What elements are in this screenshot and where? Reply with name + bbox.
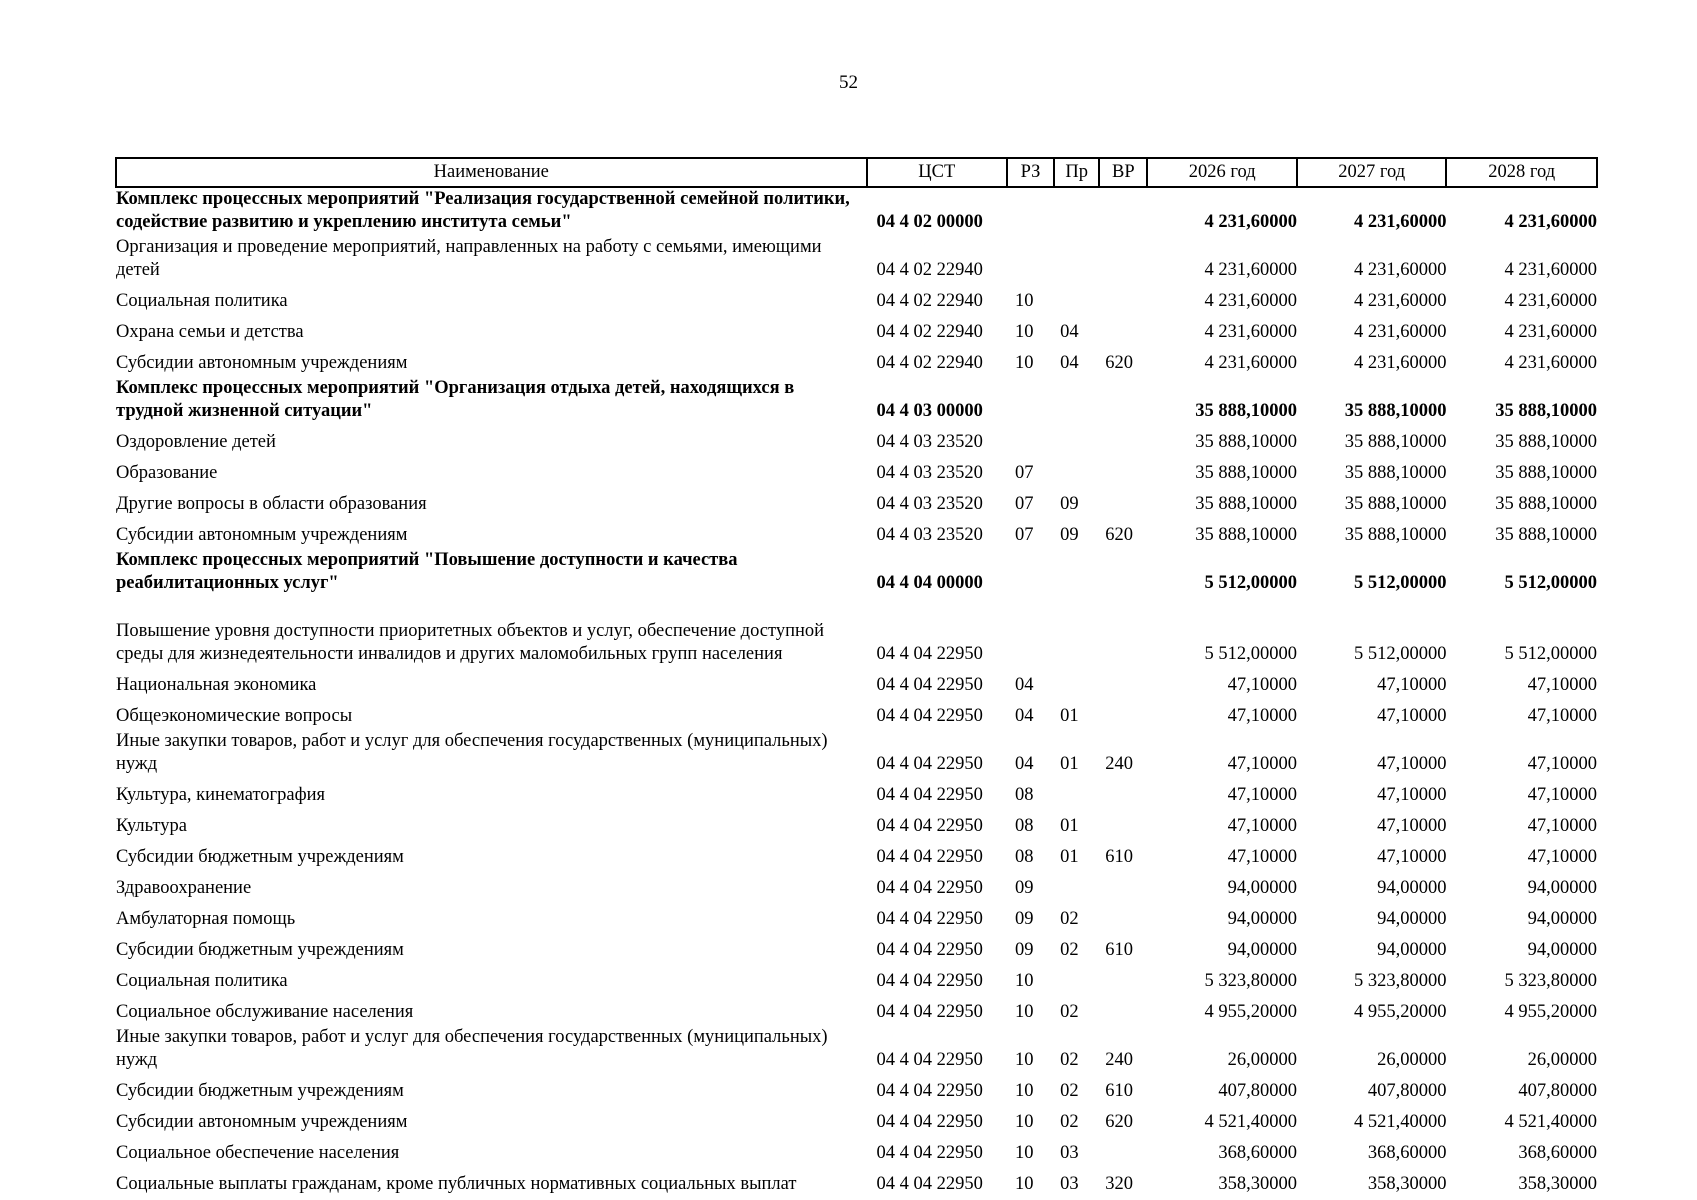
cell-2028: 47,10000 bbox=[1527, 754, 1597, 774]
cell-rz bbox=[1007, 377, 1054, 425]
cell-2028: 47,10000 bbox=[1527, 675, 1597, 695]
cell-2026: 5 512,00000 bbox=[1204, 644, 1297, 664]
cell-2028: 35 888,10000 bbox=[1495, 432, 1597, 452]
cell-cst: 04 4 04 22950 bbox=[876, 1143, 983, 1163]
cell-rz: 04 bbox=[1015, 754, 1034, 774]
cell-2027: 358,30000 bbox=[1367, 1174, 1447, 1194]
cell-2027: 26,00000 bbox=[1377, 1050, 1447, 1070]
cell-vr bbox=[1099, 425, 1147, 456]
cell-cst: 04 4 04 22950 bbox=[876, 706, 983, 726]
cell-name: Оздоровление детей bbox=[116, 432, 276, 452]
cell-pr: 09 bbox=[1060, 525, 1079, 545]
header-pr: Пр bbox=[1054, 158, 1099, 187]
cell-2027: 47,10000 bbox=[1377, 675, 1447, 695]
cell-pr bbox=[1054, 871, 1099, 902]
cell-2027: 35 888,10000 bbox=[1344, 494, 1447, 514]
cell-2026: 4 231,60000 bbox=[1204, 212, 1297, 232]
cell-cst: 04 4 04 22950 bbox=[876, 878, 983, 898]
cell-cst: 04 4 04 22950 bbox=[876, 1112, 983, 1132]
cell-cst: 04 4 04 22950 bbox=[876, 1002, 983, 1022]
cell-vr: 610 bbox=[1105, 1081, 1134, 1101]
cell-2027: 47,10000 bbox=[1377, 706, 1447, 726]
cell-name: Социальная политика bbox=[116, 971, 288, 991]
cell-pr bbox=[1054, 377, 1099, 425]
cell-2026: 47,10000 bbox=[1227, 785, 1297, 805]
cell-rz: 10 bbox=[1015, 1143, 1034, 1163]
cell-2028: 35 888,10000 bbox=[1495, 525, 1597, 545]
cell-pr: 02 bbox=[1060, 1112, 1079, 1132]
cell-2027: 4 231,60000 bbox=[1353, 353, 1447, 373]
cell-vr bbox=[1099, 284, 1147, 315]
header-row bbox=[116, 158, 1597, 187]
table-row bbox=[116, 1074, 1597, 1105]
cell-rz bbox=[1007, 597, 1054, 668]
table-row bbox=[116, 871, 1597, 902]
cell-vr bbox=[1099, 236, 1147, 284]
cell-vr bbox=[1099, 668, 1147, 699]
cell-cst: 04 4 03 00000 bbox=[876, 401, 983, 421]
cell-2026: 368,60000 bbox=[1218, 1143, 1297, 1163]
cell-2026: 5 323,80000 bbox=[1204, 971, 1297, 991]
cell-cst: 04 4 02 22940 bbox=[876, 260, 983, 280]
cell-2026: 407,80000 bbox=[1218, 1081, 1297, 1101]
table-body bbox=[116, 187, 1597, 1198]
cell-name: Комплекс процессных мероприятий "Реализация государственной семейной политики, содействие развитию и укреплению института семьи" bbox=[116, 189, 850, 232]
cell-2028: 35 888,10000 bbox=[1495, 401, 1597, 421]
cell-2027: 4 231,60000 bbox=[1353, 260, 1447, 280]
cell-rz: 08 bbox=[1015, 785, 1034, 805]
cell-2027: 4 521,40000 bbox=[1353, 1112, 1447, 1132]
cell-vr bbox=[1099, 315, 1147, 346]
cell-2028: 4 521,40000 bbox=[1504, 1112, 1597, 1132]
cell-rz: 09 bbox=[1015, 940, 1034, 960]
cell-name: Культура, кинематография bbox=[116, 785, 326, 805]
cell-pr bbox=[1054, 549, 1099, 597]
cell-vr bbox=[1099, 549, 1147, 597]
cell-name: Иные закупки товаров, работ и услуг для обеспечения государственных (муниципальных) нужд bbox=[116, 1027, 828, 1070]
cell-2028: 94,00000 bbox=[1527, 940, 1597, 960]
cell-pr: 03 bbox=[1060, 1174, 1079, 1194]
cell-2026: 4 521,40000 bbox=[1204, 1112, 1297, 1132]
cell-rz: 10 bbox=[1015, 1112, 1034, 1132]
cell-rz: 10 bbox=[1015, 353, 1034, 373]
cell-cst: 04 4 04 22950 bbox=[876, 1050, 983, 1070]
cell-2026: 35 888,10000 bbox=[1195, 494, 1297, 514]
cell-rz bbox=[1007, 187, 1054, 236]
table-row bbox=[116, 1026, 1597, 1074]
cell-name: Субсидии автономным учреждениям bbox=[116, 525, 408, 545]
cell-2028: 5 323,80000 bbox=[1504, 971, 1597, 991]
page-number: 52 bbox=[839, 72, 858, 93]
cell-2028: 35 888,10000 bbox=[1495, 494, 1597, 514]
cell-2027: 4 231,60000 bbox=[1353, 291, 1447, 311]
cell-pr bbox=[1054, 668, 1099, 699]
cell-2026: 47,10000 bbox=[1227, 706, 1297, 726]
cell-vr: 620 bbox=[1105, 525, 1134, 545]
cell-cst: 04 4 04 22950 bbox=[876, 940, 983, 960]
cell-cst: 04 4 02 00000 bbox=[876, 212, 983, 232]
table-row bbox=[116, 1136, 1597, 1167]
cell-2028: 4 231,60000 bbox=[1504, 322, 1597, 342]
cell-vr: 620 bbox=[1105, 1112, 1134, 1132]
cell-2028: 4 231,60000 bbox=[1504, 353, 1597, 373]
cell-vr bbox=[1099, 597, 1147, 668]
cell-name: Национальная экономика bbox=[116, 675, 317, 695]
cell-2028: 35 888,10000 bbox=[1495, 463, 1597, 483]
table-row bbox=[116, 284, 1597, 315]
table-header bbox=[116, 158, 1597, 187]
cell-vr bbox=[1099, 187, 1147, 236]
cell-name: Комплекс процессных мероприятий "Повышение доступности и качества реабилитационных услуг" bbox=[116, 550, 738, 593]
cell-rz: 07 bbox=[1015, 463, 1034, 483]
cell-2028: 26,00000 bbox=[1527, 1050, 1597, 1070]
table-row bbox=[116, 778, 1597, 809]
cell-pr bbox=[1054, 425, 1099, 456]
cell-name: Социальное обслуживание населения bbox=[116, 1002, 414, 1022]
cell-pr bbox=[1054, 284, 1099, 315]
cell-2026: 35 888,10000 bbox=[1195, 525, 1297, 545]
cell-2028: 4 231,60000 bbox=[1504, 212, 1597, 232]
table-row bbox=[116, 933, 1597, 964]
table-row bbox=[116, 456, 1597, 487]
cell-rz: 10 bbox=[1015, 1050, 1034, 1070]
cell-pr: 02 bbox=[1060, 909, 1079, 929]
cell-2028: 47,10000 bbox=[1527, 706, 1597, 726]
cell-name: Амбулаторная помощь bbox=[116, 909, 296, 929]
table-row-section bbox=[116, 377, 1597, 425]
cell-cst: 04 4 04 22950 bbox=[876, 675, 983, 695]
cell-cst: 04 4 04 22950 bbox=[876, 971, 983, 991]
cell-2026: 94,00000 bbox=[1227, 878, 1297, 898]
cell-name: Субсидии бюджетным учреждениям bbox=[116, 847, 404, 867]
cell-vr bbox=[1099, 902, 1147, 933]
cell-2027: 5 323,80000 bbox=[1353, 971, 1447, 991]
header-2028: 2028 год bbox=[1446, 158, 1597, 187]
cell-vr bbox=[1099, 995, 1147, 1026]
table-row bbox=[116, 518, 1597, 549]
cell-2027: 4 231,60000 bbox=[1353, 212, 1447, 232]
cell-rz: 10 bbox=[1015, 1081, 1034, 1101]
cell-2026: 35 888,10000 bbox=[1195, 463, 1297, 483]
cell-cst: 04 4 04 22950 bbox=[876, 754, 983, 774]
cell-pr: 04 bbox=[1060, 353, 1079, 373]
cell-name: Субсидии автономным учреждениям bbox=[116, 1112, 408, 1132]
cell-rz: 10 bbox=[1015, 291, 1034, 311]
cell-2028: 47,10000 bbox=[1527, 816, 1597, 836]
cell-name: Социальное обеспечение населения bbox=[116, 1143, 400, 1163]
cell-name: Иные закупки товаров, работ и услуг для обеспечения государственных (муниципальных) нужд bbox=[116, 731, 828, 774]
cell-name: Субсидии бюджетным учреждениям bbox=[116, 940, 404, 960]
cell-cst: 04 4 04 22950 bbox=[876, 909, 983, 929]
cell-vr bbox=[1099, 456, 1147, 487]
cell-2027: 47,10000 bbox=[1377, 754, 1447, 774]
cell-2027: 368,60000 bbox=[1367, 1143, 1447, 1163]
cell-cst: 04 4 04 22950 bbox=[876, 644, 983, 664]
cell-rz: 10 bbox=[1015, 322, 1034, 342]
cell-2028: 368,60000 bbox=[1518, 1143, 1597, 1163]
table-row bbox=[116, 1167, 1597, 1198]
cell-vr: 620 bbox=[1105, 353, 1134, 373]
table-row bbox=[116, 597, 1597, 668]
cell-pr: 04 bbox=[1060, 322, 1079, 342]
cell-rz bbox=[1007, 425, 1054, 456]
cell-rz bbox=[1007, 549, 1054, 597]
cell-rz bbox=[1007, 236, 1054, 284]
cell-2027: 47,10000 bbox=[1377, 785, 1447, 805]
cell-cst: 04 4 03 23520 bbox=[876, 494, 983, 514]
cell-pr bbox=[1054, 456, 1099, 487]
cell-2026: 94,00000 bbox=[1227, 909, 1297, 929]
cell-pr: 09 bbox=[1060, 494, 1079, 514]
cell-pr: 01 bbox=[1060, 847, 1079, 867]
cell-name: Образование bbox=[116, 463, 218, 483]
budget-table bbox=[115, 157, 1598, 1198]
cell-2028: 4 955,20000 bbox=[1504, 1002, 1597, 1022]
table-row bbox=[116, 730, 1597, 778]
cell-pr: 03 bbox=[1060, 1143, 1079, 1163]
cell-2026: 4 231,60000 bbox=[1204, 322, 1297, 342]
cell-name: Социальная политика bbox=[116, 291, 288, 311]
cell-pr bbox=[1054, 778, 1099, 809]
cell-2027: 47,10000 bbox=[1377, 847, 1447, 867]
cell-2028: 47,10000 bbox=[1527, 847, 1597, 867]
cell-pr: 02 bbox=[1060, 1002, 1079, 1022]
cell-vr: 610 bbox=[1105, 847, 1134, 867]
cell-2026: 94,00000 bbox=[1227, 940, 1297, 960]
cell-2027: 5 512,00000 bbox=[1353, 644, 1447, 664]
cell-2027: 35 888,10000 bbox=[1344, 432, 1447, 452]
cell-name: Другие вопросы в области образования bbox=[116, 494, 427, 514]
cell-2026: 26,00000 bbox=[1227, 1050, 1297, 1070]
cell-2027: 35 888,10000 bbox=[1344, 525, 1447, 545]
cell-2028: 94,00000 bbox=[1527, 878, 1597, 898]
cell-2026: 47,10000 bbox=[1227, 754, 1297, 774]
cell-2026: 4 955,20000 bbox=[1204, 1002, 1297, 1022]
cell-name: Субсидии автономным учреждениям bbox=[116, 353, 408, 373]
table-row bbox=[116, 668, 1597, 699]
cell-rz: 08 bbox=[1015, 847, 1034, 867]
cell-2027: 35 888,10000 bbox=[1344, 401, 1447, 421]
cell-2026: 4 231,60000 bbox=[1204, 291, 1297, 311]
cell-pr bbox=[1054, 236, 1099, 284]
cell-vr: 240 bbox=[1105, 1050, 1134, 1070]
cell-cst: 04 4 03 23520 bbox=[876, 463, 983, 483]
cell-2027: 94,00000 bbox=[1377, 940, 1447, 960]
cell-2027: 4 231,60000 bbox=[1353, 322, 1447, 342]
cell-2028: 4 231,60000 bbox=[1504, 291, 1597, 311]
cell-name: Организация и проведение мероприятий, направленных на работу с семьями, имеющими детей bbox=[116, 237, 822, 280]
cell-pr bbox=[1054, 597, 1099, 668]
cell-vr: 610 bbox=[1105, 940, 1134, 960]
cell-pr bbox=[1054, 187, 1099, 236]
table-row bbox=[116, 809, 1597, 840]
cell-rz: 07 bbox=[1015, 525, 1034, 545]
cell-vr bbox=[1099, 377, 1147, 425]
cell-vr: 240 bbox=[1105, 754, 1134, 774]
cell-name: Повышение уровня доступности приоритетных объектов и услуг, обеспечение доступной среды для жизнедеятельности инвалидов и других маломобильных групп населения bbox=[116, 621, 825, 664]
cell-pr: 02 bbox=[1060, 1050, 1079, 1070]
cell-name: Культура bbox=[116, 816, 187, 836]
cell-vr: 320 bbox=[1105, 1174, 1134, 1194]
cell-pr: 01 bbox=[1060, 816, 1079, 836]
cell-pr: 01 bbox=[1060, 706, 1079, 726]
header-2026: 2026 год bbox=[1147, 158, 1297, 187]
cell-name: Социальные выплаты гражданам, кроме публичных нормативных социальных выплат bbox=[116, 1174, 797, 1194]
header-cst: ЦСТ bbox=[867, 158, 1007, 187]
cell-rz: 09 bbox=[1015, 878, 1034, 898]
cell-vr bbox=[1099, 1136, 1147, 1167]
table-row bbox=[116, 995, 1597, 1026]
header-name: Наименование bbox=[116, 158, 867, 187]
cell-rz: 04 bbox=[1015, 706, 1034, 726]
cell-2028: 407,80000 bbox=[1518, 1081, 1597, 1101]
cell-vr bbox=[1099, 809, 1147, 840]
header-vr: ВР bbox=[1099, 158, 1147, 187]
header-rz: РЗ bbox=[1007, 158, 1054, 187]
cell-vr bbox=[1099, 778, 1147, 809]
table-row bbox=[116, 425, 1597, 456]
cell-cst: 04 4 03 23520 bbox=[876, 525, 983, 545]
cell-rz: 08 bbox=[1015, 816, 1034, 836]
cell-2027: 4 955,20000 bbox=[1353, 1002, 1447, 1022]
table-row bbox=[116, 346, 1597, 377]
cell-cst: 04 4 02 22940 bbox=[876, 322, 983, 342]
cell-cst: 04 4 03 23520 bbox=[876, 432, 983, 452]
table-row bbox=[116, 236, 1597, 284]
cell-2026: 4 231,60000 bbox=[1204, 353, 1297, 373]
cell-rz: 10 bbox=[1015, 1174, 1034, 1194]
cell-2026: 5 512,00000 bbox=[1204, 573, 1297, 593]
cell-name: Охрана семьи и детства bbox=[116, 322, 304, 342]
cell-cst: 04 4 04 22950 bbox=[876, 1081, 983, 1101]
cell-2026: 47,10000 bbox=[1227, 675, 1297, 695]
cell-2026: 47,10000 bbox=[1227, 816, 1297, 836]
cell-name: Здравоохранение bbox=[116, 878, 252, 898]
cell-2027: 47,10000 bbox=[1377, 816, 1447, 836]
cell-cst: 04 4 02 22940 bbox=[876, 291, 983, 311]
cell-rz: 10 bbox=[1015, 1002, 1034, 1022]
cell-2028: 5 512,00000 bbox=[1504, 573, 1597, 593]
table-row bbox=[116, 315, 1597, 346]
table-row bbox=[116, 1105, 1597, 1136]
cell-name: Комплекс процессных мероприятий "Организация отдыха детей, находящихся в трудной жизненной ситуации" bbox=[116, 378, 795, 421]
cell-pr: 02 bbox=[1060, 940, 1079, 960]
cell-vr bbox=[1099, 871, 1147, 902]
cell-2027: 94,00000 bbox=[1377, 909, 1447, 929]
cell-2028: 47,10000 bbox=[1527, 785, 1597, 805]
cell-cst: 04 4 04 22950 bbox=[876, 1174, 983, 1194]
cell-2026: 35 888,10000 bbox=[1195, 401, 1297, 421]
cell-rz: 10 bbox=[1015, 971, 1034, 991]
table-row bbox=[116, 964, 1597, 995]
table-row bbox=[116, 699, 1597, 730]
cell-vr bbox=[1099, 964, 1147, 995]
table-row bbox=[116, 487, 1597, 518]
cell-2028: 94,00000 bbox=[1527, 909, 1597, 929]
cell-2028: 358,30000 bbox=[1518, 1174, 1597, 1194]
cell-2027: 5 512,00000 bbox=[1353, 573, 1447, 593]
cell-cst: 04 4 04 22950 bbox=[876, 785, 983, 805]
cell-2026: 358,30000 bbox=[1218, 1174, 1297, 1194]
table-row-section bbox=[116, 187, 1597, 236]
cell-name: Общеэкономические вопросы bbox=[116, 706, 353, 726]
cell-cst: 04 4 02 22940 bbox=[876, 353, 983, 373]
cell-pr: 02 bbox=[1060, 1081, 1079, 1101]
cell-2028: 5 512,00000 bbox=[1504, 644, 1597, 664]
cell-pr bbox=[1054, 964, 1099, 995]
cell-2026: 35 888,10000 bbox=[1195, 432, 1297, 452]
table-row-section bbox=[116, 549, 1597, 597]
cell-2026: 4 231,60000 bbox=[1204, 260, 1297, 280]
cell-vr bbox=[1099, 487, 1147, 518]
cell-cst: 04 4 04 22950 bbox=[876, 816, 983, 836]
table-row bbox=[116, 840, 1597, 871]
cell-2027: 407,80000 bbox=[1367, 1081, 1447, 1101]
cell-rz: 07 bbox=[1015, 494, 1034, 514]
cell-pr: 01 bbox=[1060, 754, 1079, 774]
cell-2026: 47,10000 bbox=[1227, 847, 1297, 867]
cell-name: Субсидии бюджетным учреждениям bbox=[116, 1081, 404, 1101]
cell-cst: 04 4 04 00000 bbox=[876, 573, 983, 593]
cell-2027: 94,00000 bbox=[1377, 878, 1447, 898]
cell-rz: 09 bbox=[1015, 909, 1034, 929]
cell-cst: 04 4 04 22950 bbox=[876, 847, 983, 867]
cell-2028: 4 231,60000 bbox=[1504, 260, 1597, 280]
cell-vr bbox=[1099, 699, 1147, 730]
table-row bbox=[116, 902, 1597, 933]
cell-rz: 04 bbox=[1015, 675, 1034, 695]
cell-2027: 35 888,10000 bbox=[1344, 463, 1447, 483]
header-2027: 2027 год bbox=[1297, 158, 1447, 187]
